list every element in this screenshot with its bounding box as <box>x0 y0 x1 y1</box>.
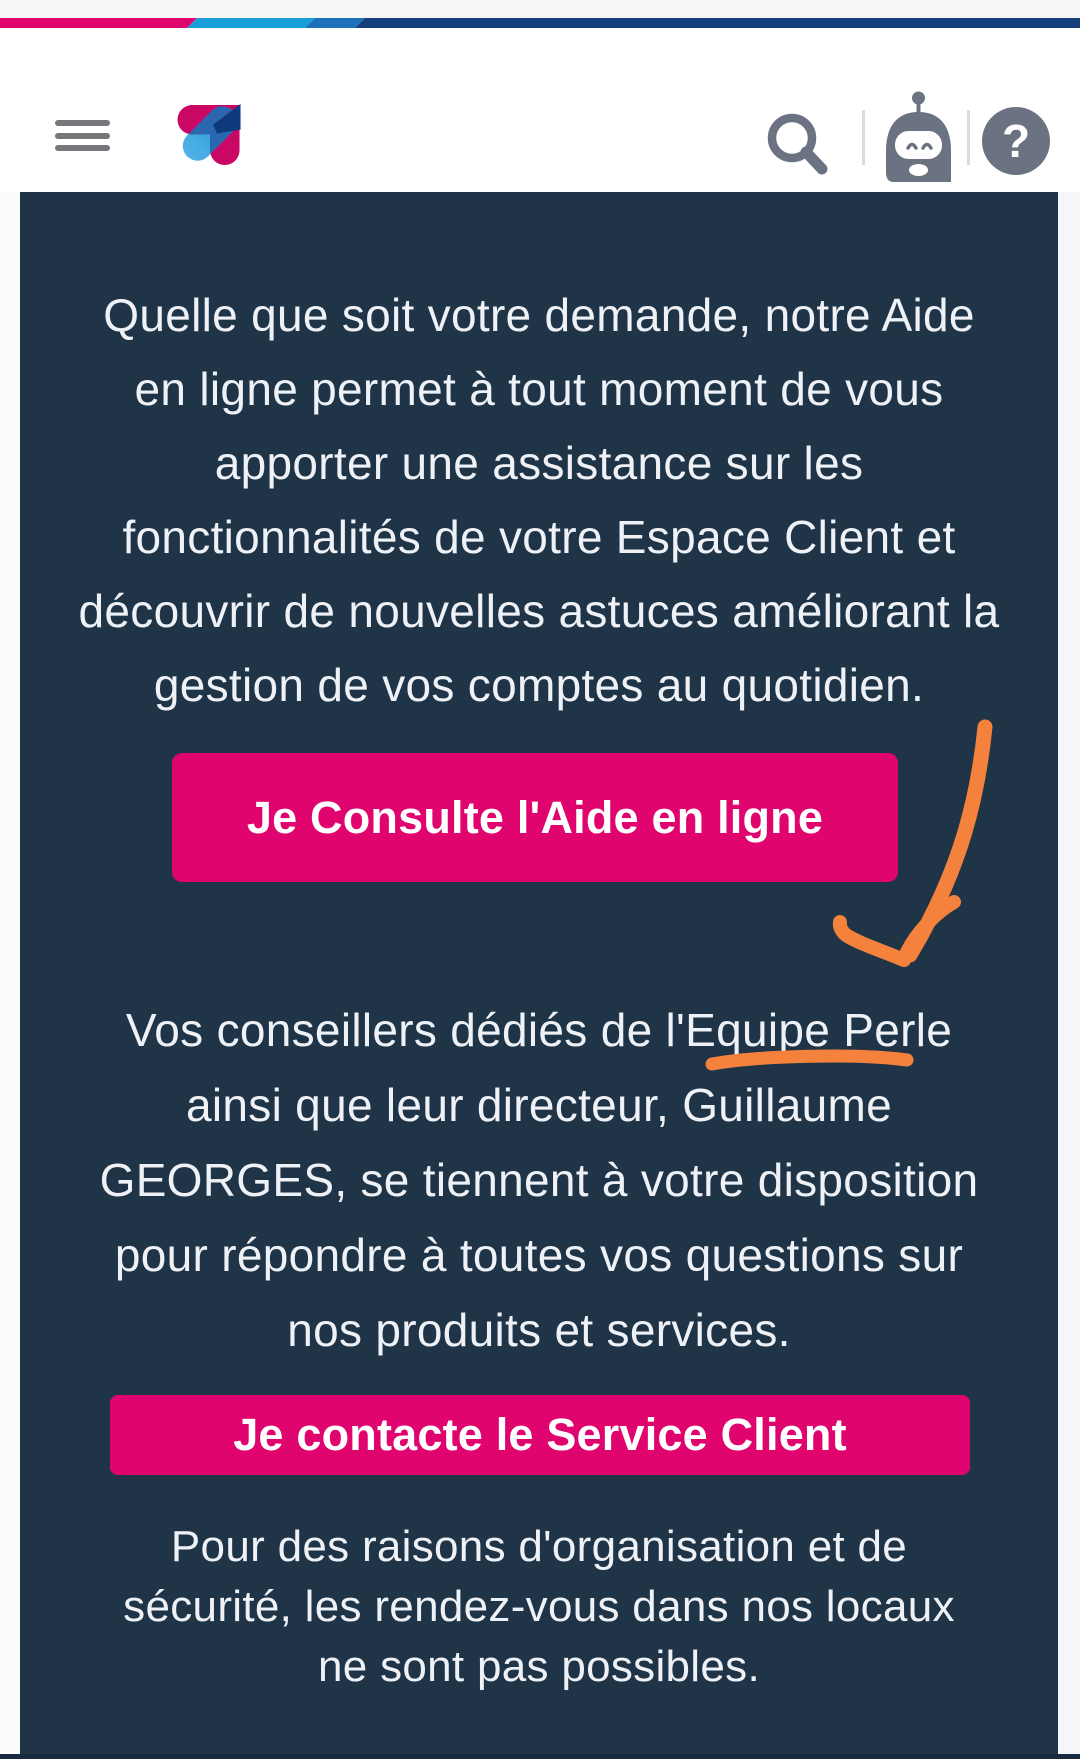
bottom-edge-line <box>0 1754 1080 1759</box>
left-margin <box>0 192 20 1759</box>
paragraph-line: fonctionnalités de votre Espace Client et <box>122 511 956 563</box>
security-notice-paragraph <box>20 1517 1058 1697</box>
paragraph-line: ainsi que leur directeur, Guillaume <box>186 1079 892 1131</box>
paragraph-line: découvrir de nouvelles astuces améliorant la <box>78 585 1000 637</box>
brand-stripe <box>0 18 1080 28</box>
stripe-segment-navy <box>355 18 1080 28</box>
status-strip <box>0 0 1080 18</box>
question-mark-icon: ? <box>1001 115 1031 167</box>
paragraph-line: Quelle que soit votre demande, notre Aide <box>103 289 975 341</box>
app-header <box>0 28 1080 192</box>
help-button[interactable] <box>982 107 1050 175</box>
paragraph-line: ne sont pas possibles. <box>318 1642 760 1691</box>
header-divider <box>862 110 865 165</box>
chatbot-button[interactable] <box>880 91 957 182</box>
contact-customer-service-button[interactable]: Je contacte le Service Client <box>110 1395 970 1475</box>
hamburger-bar <box>55 133 110 139</box>
hamburger-bar <box>55 145 110 151</box>
intro-paragraph <box>20 278 1058 722</box>
stripe-segment-pink <box>0 18 197 28</box>
search-icon <box>765 111 833 181</box>
paragraph-line: gestion de vos comptes au quotidien. <box>153 659 925 711</box>
stripe-segment-light-blue <box>187 18 315 28</box>
right-margin <box>1058 192 1080 1759</box>
consult-online-help-button[interactable]: Je Consulte l'Aide en ligne <box>172 753 898 882</box>
paragraph-line: Pour des raisons d'organisation et de <box>170 1522 908 1571</box>
paragraph-line: pour répondre à toutes vos questions sur <box>114 1229 964 1281</box>
paragraph-line: Vos conseillers dédiés de l'Equipe Perle <box>125 1004 953 1056</box>
paragraph-line: GEORGES, se tiennent à votre disposition <box>99 1154 979 1206</box>
paragraph-line: sécurité, les rendez-vous dans nos locaux <box>123 1582 955 1631</box>
paragraph-line: en ligne permet à tout moment de vous <box>134 363 944 415</box>
search-button[interactable] <box>765 111 833 181</box>
hamburger-menu-button[interactable] <box>55 120 110 151</box>
advisors-paragraph <box>20 993 1058 1368</box>
chatbot-robot-icon <box>880 91 957 182</box>
bank-logo-arrow-icon[interactable] <box>177 104 243 167</box>
paragraph-line: apporter une assistance sur les <box>214 437 864 489</box>
paragraph-line: nos produits et services. <box>287 1304 791 1356</box>
header-divider <box>967 110 970 165</box>
hamburger-bar <box>55 120 110 126</box>
